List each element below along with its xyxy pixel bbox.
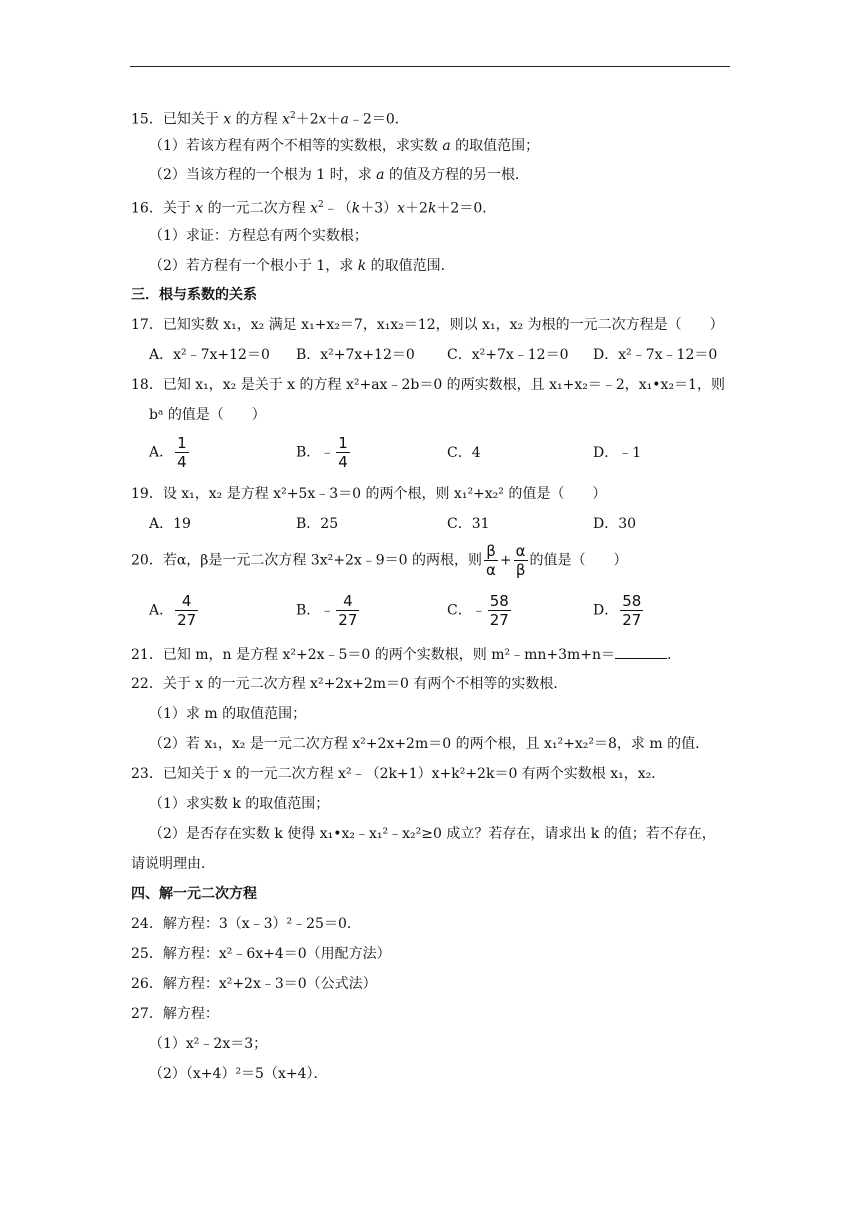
q22-part1: （1）求 m 的取值范围； [149, 706, 307, 722]
q19-stem: 19．设 x₁，x₂ 是方程 x²+5x﹣3＝0 的两个根，则 x₁²+x₂² 的值是（ ） [131, 486, 607, 502]
q17-option-c: C．x²+7x﹣12＝0 [447, 347, 569, 363]
q23-part2-cont: 请说明理由． [131, 856, 215, 872]
q18-stem: 18．已知 x₁，x₂ 是关于 x 的方程 x²+ax﹣2b＝0 的两实数根，且 x₁+x₂＝﹣2，x₁•x₂＝1，则 [131, 377, 725, 393]
q20-stem: 20．若α，β是一元二次方程 3x²+2x﹣9＝0 的两根，则 $\frac{\beta}{\alpha}$ + $\frac{\alpha}{\beta}$ 的值是（ ） [131, 542, 628, 579]
q23-stem: 23．已知关于 x 的一元二次方程 x²﹣（2k+1）x+k²+2k＝0 有两个实数根 x₁，x₂． [131, 766, 666, 782]
fraction: $\frac{58}{27}$ [622, 592, 642, 629]
fraction: $\frac{1}{4}$ [338, 434, 348, 471]
fraction: $\frac{4}{27}$ [338, 592, 358, 629]
q27-part1: （1）x²﹣2x＝3； [149, 1036, 268, 1052]
q18-stem-cont: bᵃ 的值是（ ） [149, 407, 266, 423]
q21-stem: 21．已知 m，n 是方程 x²+2x﹣5＝0 的两个实数根，则 m²﹣mn+3m+n＝ ． [131, 644, 681, 665]
q25-stem: 25．解方程：x²﹣6x+4＝0（用配方法） [131, 946, 391, 962]
q23-part1: （1）求实数 k 的取值范围； [149, 796, 330, 812]
header-rule [130, 66, 730, 67]
q19-option-b: B．25 [296, 516, 339, 532]
fraction: $\frac{58}{27}$ [489, 592, 509, 629]
q17-option-d: D．x²﹣7x﹣12＝0 [593, 347, 718, 363]
q18-option-b: B．﹣ $\frac{1}{4}$ [296, 434, 348, 471]
section-heading-4: 四、解一元二次方程 [131, 886, 257, 902]
q16-part2: （2）若方程有一个根小于 1，求 k 的取值范围． [149, 258, 455, 274]
q15-stem: 15．已知关于 x 的方程 $x^2+2x+a﹣2=0$． [131, 111, 409, 128]
q18-option-d: D．﹣1 [593, 445, 642, 461]
q15-part1: （1）若该方程有两个不相等的实数根，求实数 a 的取值范围； [149, 138, 540, 154]
fraction: $\frac{4}{27}$ [177, 592, 197, 629]
q17-option-b: B．x²+7x+12＝0 [296, 347, 415, 363]
q18-option-c: C．4 [447, 445, 481, 461]
section-heading-3: 三．根与系数的关系 [131, 287, 257, 303]
answer-blank [615, 644, 667, 659]
q24-stem: 24．解方程：3（x﹣3）²﹣25＝0． [131, 916, 361, 932]
q19-option-a: A．19 [149, 516, 191, 532]
q22-part2: （2）若 x₁，x₂ 是一元二次方程 x²+2x+2m＝0 的两个根，且 x₁²+x₂²＝8，求 m 的值． [149, 736, 710, 752]
q15-part2: （2）当该方程的一个根为 1 时，求 a 的值及方程的另一根． [149, 167, 529, 183]
fraction: $\frac{1}{4}$ [177, 434, 187, 471]
q20-option-a: A． $\frac{4}{27}$ [149, 592, 197, 629]
q16-part1: （1）求证：方程总有两个实数根； [149, 228, 368, 244]
q18-option-a: A． $\frac{1}{4}$ [149, 434, 187, 471]
q27-stem: 27．解方程： [131, 1006, 219, 1022]
q26-stem: 26．解方程：x²+2x﹣3＝0（公式法） [131, 976, 377, 992]
q17-stem: 17．已知实数 x₁，x₂ 满足 x₁+x₂＝7，x₁x₂＝12，则以 x₁，x₂ 为根的一元二次方程是（ ） [131, 317, 724, 333]
q22-stem: 22．关于 x 的一元二次方程 x²+2x+2m＝0 有两个不相等的实数根． [131, 676, 568, 692]
q16-stem: 16．关于 x 的一元二次方程 $x^2﹣(k+3)x+2k+2=0$． [131, 200, 497, 217]
q19-option-d: D．30 [593, 516, 637, 532]
q23-part2: （2）是否存在实数 k 使得 x₁•x₂﹣x₁²﹣x₂²≥0 成立？若存在，请求出 k 的值；若不存在， [149, 826, 716, 842]
q27-part2: （2）（x+4）²＝5（x+4）． [149, 1066, 328, 1082]
fraction-alpha-over-beta: $\frac{\alpha}{\beta}$ [515, 542, 526, 579]
q19-option-c: C．31 [447, 516, 490, 532]
q20-option-c: C．﹣ $\frac{58}{27}$ [447, 592, 509, 629]
fraction-beta-over-alpha: $\frac{\beta}{\alpha}$ [486, 542, 496, 579]
q20-option-b: B．﹣ $\frac{4}{27}$ [296, 592, 358, 629]
q17-option-a: A．x²﹣7x+12＝0 [149, 347, 270, 363]
q20-option-d: D． $\frac{58}{27}$ [593, 592, 642, 629]
